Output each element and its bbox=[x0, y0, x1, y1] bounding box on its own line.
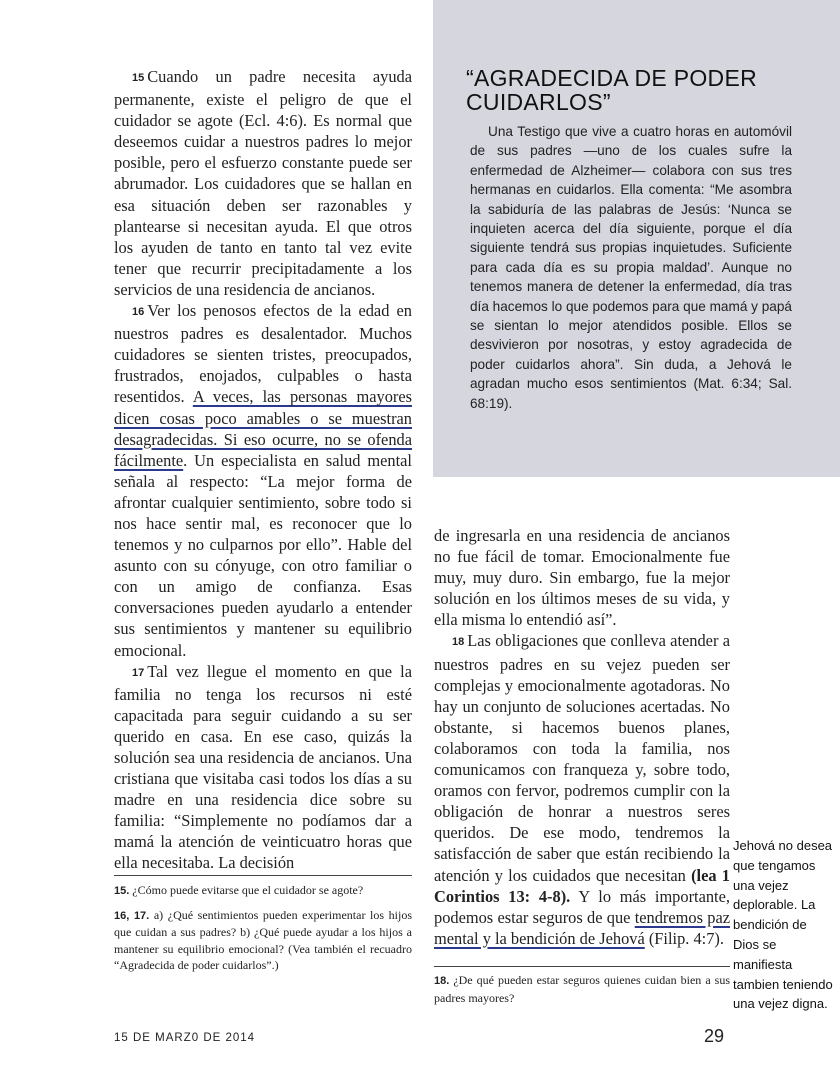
paragraph-17 bbox=[114, 661, 412, 874]
paragraph-text: Las obligaciones que conlleva atender a nuestros padres en su vejez pueden ser complejas y emocionalmente agotadoras. No hay un conjunto de soluciones acertadas. No obstante, si hacemos buenos planes, colaboramos con toda la familia, nos comunicamos con franqueza y, sobre todo, oramos con fervor, podremos cumplir con la obligación de honrar a nuestros seres queridos. De ese modo, tendremos la satisfacción de saber que están recibiendo la atención y los cuidados que necesitan bbox=[434, 631, 730, 885]
question-number: 16, 17. bbox=[114, 909, 150, 922]
handwritten-margin-note: Jehová no desea que tengamos una vejez deplorable. La bendición de Dios se manifiesta tambien teniendo una vejez digna. bbox=[733, 838, 833, 1012]
questions-divider-left bbox=[114, 875, 412, 876]
paragraph-text: Ver los penosos efectos de la edad en nuestros padres es desalentador. Muchos cuidadores se sienten tristes, preocupados, frustrados, enojados, culpables o hasta resentidos. bbox=[114, 301, 412, 407]
paragraph-number: 17 bbox=[132, 666, 145, 679]
question-number: 18. bbox=[434, 975, 450, 987]
question-text: ¿De qué pueden estar seguros quienes cuidan bien a sus padres mayores? bbox=[434, 973, 730, 1005]
article-column-right bbox=[434, 525, 730, 949]
underlined-highlight: A veces, las personas mayores dicen cosas poco amables o se muestran desagradecidas. Si eso ocurre, no se ofenda fácilmente bbox=[114, 387, 412, 470]
sidebar-box-title: “AGRADECIDA DE PODER CUIDARLOS” bbox=[466, 65, 757, 115]
underlined-highlight: tendremos paz mental y la bendición de Jehová bbox=[434, 907, 730, 948]
paragraph-text: . Un especialista en salud mental señala al respecto: “La mejor forma de afrontar cualquier sentimiento, sobre todo si nos hace sentir mal, es reconocer que lo tenemos y no culparnos por ello”. Hable del asunto con su cónyuge, con otro familiar o con un amigo de confianza. Esas conversaciones pueden ayudarlo a entender sus sentimientos y mantener su equilibrio emocional. bbox=[114, 450, 412, 660]
paragraph-text: Cuando un padre necesita ayuda permanente, existe el peligro de que el cuidador se agote (Ecl. 4:6). Es normal que deseemos cuidar a nuestros padres lo mejor posible, pero el esfuerzo constante puede ser abrumador. Los cuidadores que se hallan en esa situación deben ser razonables y plantearse si necesitan ayuda. El que otros los ayuden de tanto en tanto tal vez evite tener que recurrir precipitadamente a los servicios de una residencia de ancianos. bbox=[114, 67, 412, 299]
question-number: 15. bbox=[114, 885, 130, 897]
questions-divider-right bbox=[434, 966, 730, 967]
footer-date: 15 DE MARZ0 DE 2014 bbox=[114, 1032, 256, 1044]
paragraph-text: Tal vez llegue el momento en que la familia no tenga los recursos ni esté capacitada para seguir cuidando a su ser querido en casa. En ese caso, quizás la solución sea una residencia de ancianos. Una cristiana que visitaba casi todos los días a su madre en una residencia dice sobre su familia: “Simplemente no podíamos dar a mamá la atención de veinticuatro horas que ella necesitaba. La decisión bbox=[114, 661, 412, 873]
paragraph-16 bbox=[114, 300, 412, 661]
paragraph-text: (Filip. 4:7). bbox=[648, 928, 724, 948]
study-questions-left bbox=[114, 882, 412, 981]
question-item bbox=[114, 907, 412, 974]
sidebar-box-text: Una Testigo que vive a cuatro horas en automóvil de sus padres —uno de los cuales sufre la enfermedad de Alzheimer— colabora con sus tres hermanas en cuidarlos. Ella comenta: “Me asombra la sabiduría de las palabras de Jesús: ‘Nunca se inquieten acerca del día siguiente, porque el día siguiente tendrá sus propias inquietudes. Suficiente para cada día es su propia maldad’. Aunque no tenemos manera de detener la enfermedad, día tras día hacemos lo que podemos para que mamá y papá se sientan lo mejor atendidos posible. Ellos se desvivieron por nosotras, y estoy agradecida de poder cuidarlos ahora”. Sin duda, a Jehová le agradan mucho esos sentimientos (Mat. 6:34; Sal. 68:19). bbox=[470, 124, 792, 411]
scripture-citation: (lea 1 Corintios 13: 4-8). bbox=[434, 865, 730, 906]
paragraph-text: Y lo más importante, podemos estar seguros de que bbox=[434, 886, 730, 927]
study-questions-right bbox=[434, 972, 730, 1013]
paragraph-15 bbox=[114, 66, 412, 300]
paragraph-number: 15 bbox=[132, 72, 145, 84]
paragraph-number: 18 bbox=[452, 636, 465, 649]
question-text: ¿Cómo puede evitarse que el cuidador se agote? bbox=[132, 883, 364, 897]
question-item bbox=[114, 882, 412, 900]
question-item bbox=[434, 972, 730, 1006]
question-text: a) ¿Qué sentimientos pueden experimentar los hijos que cuidan a sus padres? b) ¿Qué puede ayudar a los hijos a mantener su equilibrio emocional? (Vea también el recuadro “Agradecida de poder cuidarlos”.) bbox=[114, 907, 412, 973]
paragraph-number: 16 bbox=[132, 306, 145, 319]
paragraph-18 bbox=[434, 630, 730, 948]
article-column-left bbox=[114, 66, 412, 874]
paragraph-17-continued: de ingresarla en una residencia de ancianos no fue fácil de tomar. Emocionalmente fue muy, muy duro. Sin embargo, fue la mejor solución en los últimos meses de su vida, y ella misma lo entendió así”. bbox=[434, 526, 730, 630]
page-number: 29 bbox=[704, 1026, 725, 1046]
